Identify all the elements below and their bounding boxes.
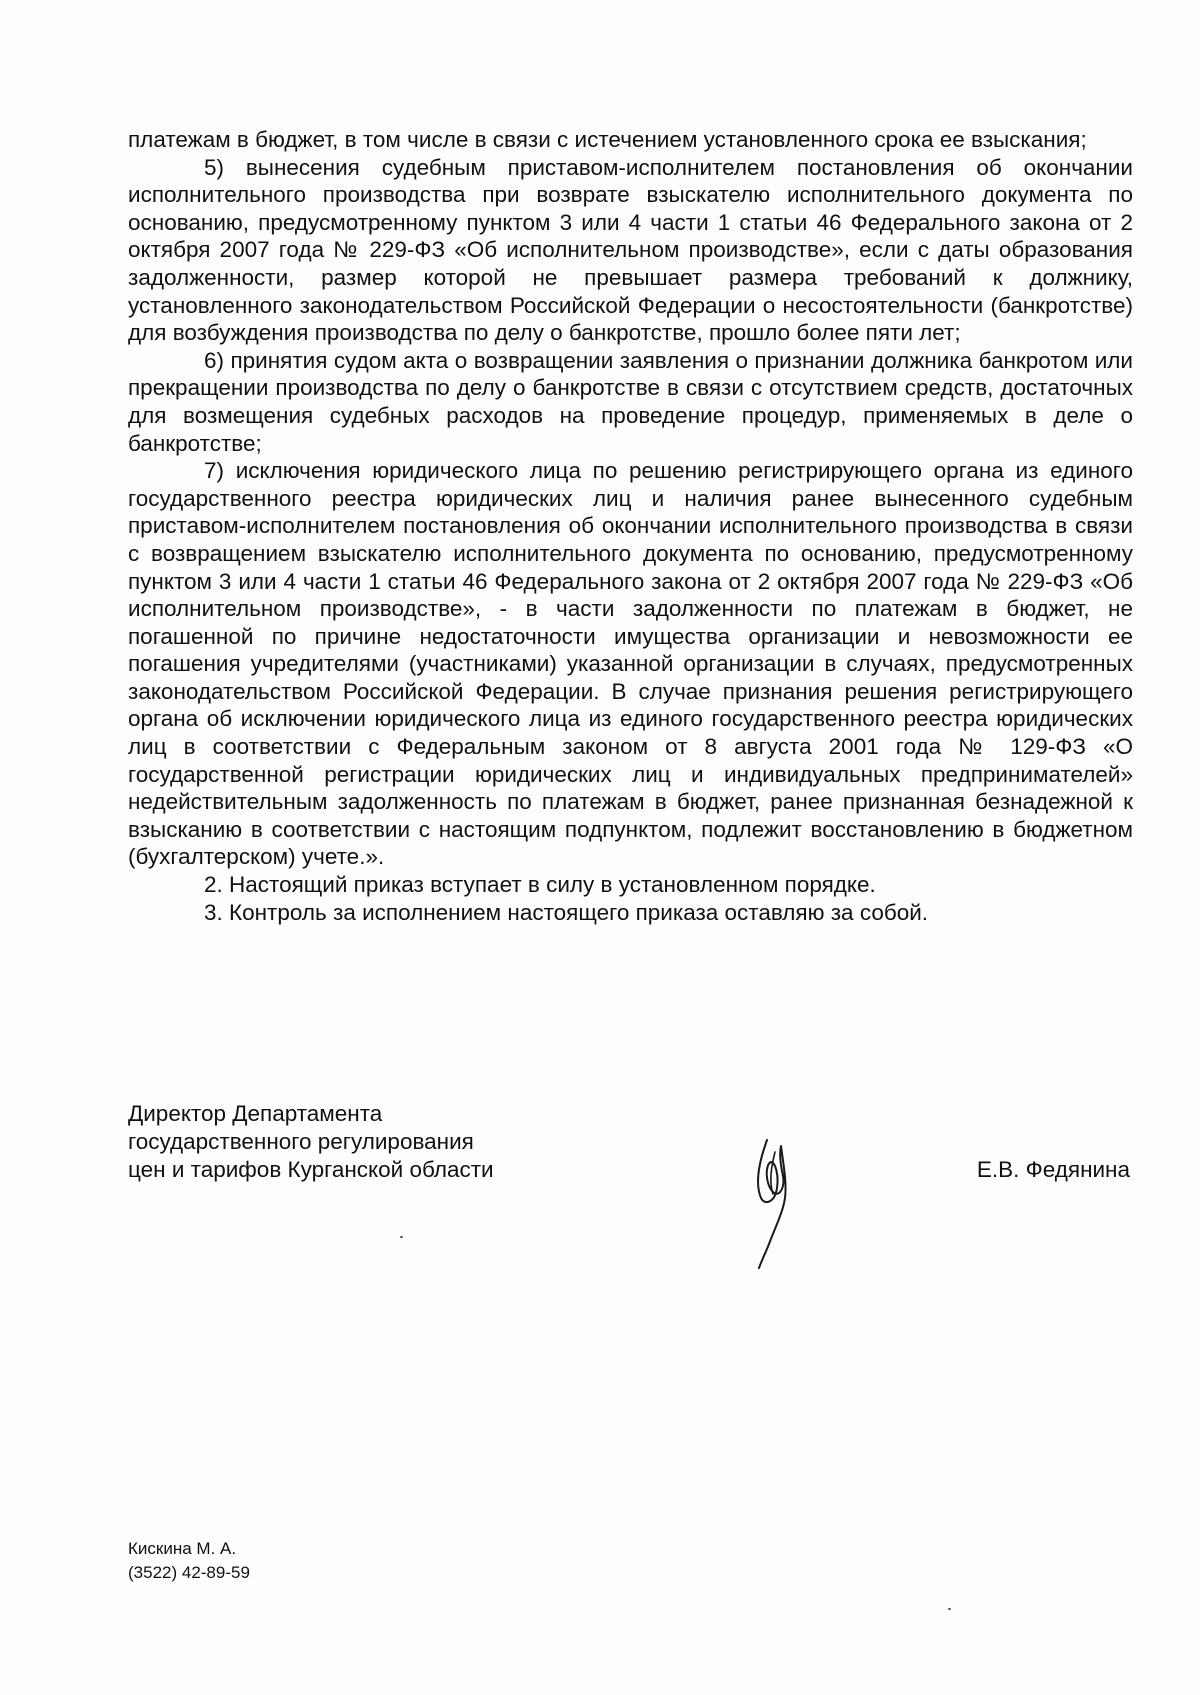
paragraph-continuation: платежам в бюджет, в том числе в связи с истечением установленного срока ее взыскания;	[128, 127, 1087, 152]
signatory-name: Е.В. Федянина	[976, 1157, 1130, 1182]
scan-speck	[948, 1608, 951, 1610]
paragraph-clause-3: 3. Контроль за исполнением настоящего приказа оставляю за собой.	[204, 899, 929, 925]
document-body	[128, 126, 1133, 926]
executor-name: Кискина М. А.	[128, 1539, 237, 1558]
handwritten-signature	[745, 1132, 805, 1272]
executor-phone: (3522) 42-89-59	[128, 1563, 250, 1582]
executor-block	[128, 1537, 250, 1585]
paragraph-item-7: 7) исключения юридического лица по решению регистрирующего органа из единого государственного реестра юридических лиц и наличия ранее вынесенного судебным приставом-исполнителем постановления об окончании исполнительного производства в связи с возвращением взыскателю исполнительного документа по основанию, предусмотренному пунктом 3 или 4 части 1 статьи 46 Федерального закона от 2 октября 2007 года № 229-ФЗ «Об исполнительном производстве», - в части задолженности по платежам в бюджет, не погашенной по причине недостаточности имущества организации и невозможности ее погашения учредителями (участниками) указанной организации в случаях, предусмотренных законодательством Российской Федерации. В случае признания решения регистрирующего органа об исключении юридического лица из единого государственного реестра юридических лиц в соответствии с Федеральным законом от 8 августа 2001 года № 129-ФЗ «О государственной регистрации юридических лиц и индивидуальных предпринимателей» недействительным задолженность по платежам в бюджет, ранее признанная безнадежной к взысканию в соответствии с настоящим подпунктом, подлежит восстановлению в бюджетном (бухгалтерском) учете.».	[128, 458, 1133, 870]
signatory-position	[128, 1100, 494, 1184]
paragraph-clause-2: 2. Настоящий приказ вступает в силу в установленном порядке.	[204, 872, 876, 898]
signatory-position-line-3: цен и тарифов Курганской области	[128, 1157, 494, 1182]
signatory-position-line-1: Директор Департамента	[128, 1101, 383, 1126]
signatory-position-line-2: государственного регулирования	[128, 1129, 474, 1154]
paragraph-item-6: 6) принятия судом акта о возвращении заявления о признании должника банкротом или прекращении производства по делу о банкротстве в связи с отсутствием средств, достаточных для возмещения судебных расходов на проведение процедур, применяемых в деле о банкротстве;	[128, 347, 1133, 456]
paragraph-item-5: 5) вынесения судебным приставом-исполнителем постановления об окончании исполнительного производства при возврате взыскателю исполнительного документа по основанию, предусмотренному пунктом 3 или 4 части 1 статьи 46 Федерального закона от 2 октября 2007 года № 229-ФЗ «Об исполнительном производстве», если с даты образования задолженности, размер которой не превышает размера требований к должнику, установленного законодательством Российской Федерации о несостоятельности (банкротстве) для возбуждения производства по делу о банкротстве, прошло более пяти лет;	[128, 154, 1133, 346]
scan-speck	[400, 1236, 403, 1238]
